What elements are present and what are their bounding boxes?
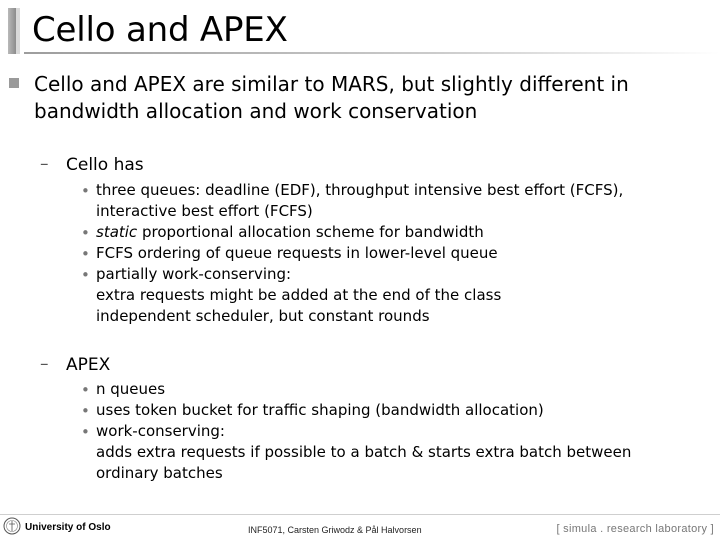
- list-item: [80, 379, 700, 400]
- list-item-line: independent scheduler, but constant rounds: [96, 307, 430, 325]
- dot-bullet-icon: •: [81, 224, 90, 242]
- list-item-line: proportional allocation scheme for bandwidth: [137, 223, 484, 241]
- dash-bullet-icon: –: [40, 154, 49, 174]
- footer-university: University of Oslo: [25, 522, 111, 533]
- apex-list: [80, 379, 700, 484]
- dot-bullet-icon: •: [81, 245, 90, 263]
- emphasis-text: static: [96, 223, 138, 241]
- main-point: Cello and APEX are similar to MARS, but slightly different in bandwidth allocation and work conservation: [34, 72, 629, 123]
- list-item: [80, 421, 700, 484]
- section-heading-cello: Cello has: [66, 155, 144, 175]
- dash-bullet-icon: –: [40, 354, 49, 374]
- list-item-line: uses token bucket for traffic shaping (bandwidth allocation): [96, 401, 544, 419]
- dot-bullet-icon: •: [81, 423, 90, 441]
- dot-bullet-icon: •: [81, 402, 90, 420]
- square-bullet-icon: [9, 78, 19, 88]
- university-seal-icon: [3, 517, 21, 535]
- title-bar-accent: [8, 8, 16, 54]
- list-item: [80, 243, 700, 264]
- dot-bullet-icon: •: [81, 182, 90, 200]
- cello-list: [80, 180, 700, 327]
- list-item: [80, 400, 700, 421]
- title-underline: [24, 52, 720, 54]
- list-item-line: work-conserving:: [96, 422, 225, 440]
- list-item: [80, 180, 700, 222]
- dot-bullet-icon: •: [81, 381, 90, 399]
- list-item-line: three queues: deadline (EDF), throughput intensive best effort (FCFS),: [96, 181, 624, 199]
- list-item-line: ordinary batches: [96, 464, 223, 482]
- list-item-line: n queues: [96, 380, 166, 398]
- footer-course: INF5071, Carsten Griwodz & Pål Halvorsen: [248, 525, 422, 535]
- list-item-line: FCFS ordering of queue requests in lower-level queue: [96, 244, 498, 262]
- list-item: [80, 222, 700, 243]
- footer-divider: [0, 514, 720, 515]
- dot-bullet-icon: •: [81, 266, 90, 284]
- title-bar-accent-light: [16, 8, 20, 54]
- list-item-line: adds extra requests if possible to a batch & starts extra batch between: [96, 443, 632, 461]
- list-item: [80, 264, 700, 327]
- slide-title: Cello and APEX: [32, 10, 288, 50]
- footer-lab-logo: [ simula . research laboratory ]: [556, 523, 714, 535]
- section-heading-apex: APEX: [66, 355, 111, 375]
- list-item-line: partially work-conserving:: [96, 265, 292, 283]
- list-item-line: extra requests might be added at the end of the class: [96, 286, 502, 304]
- list-item-line: interactive best effort (FCFS): [96, 202, 313, 220]
